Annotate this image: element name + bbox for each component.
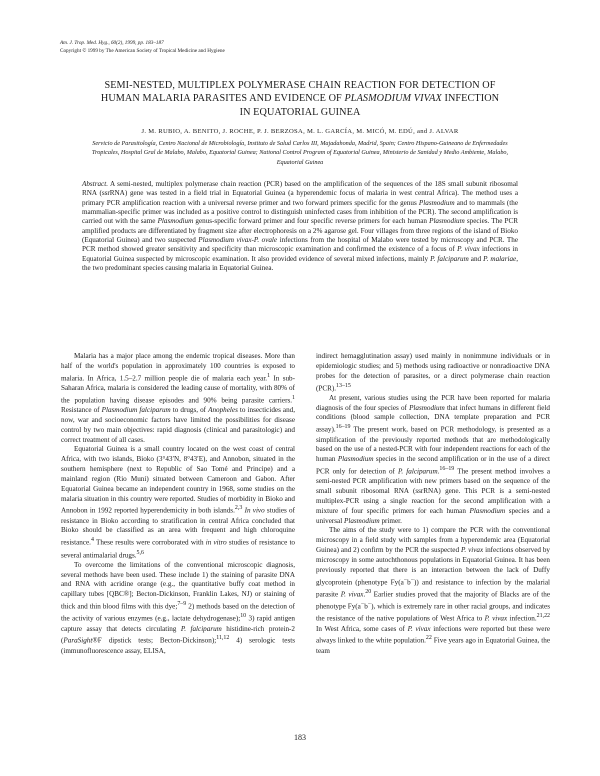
text-run: At present, various studies using the PCR have been reported for malaria diagnosis of the four species of <box>316 393 550 412</box>
title-line-2-part-c: INFECTION <box>441 93 500 105</box>
text-run: ®F dipstick tests; Becton-Dickinson); <box>92 636 217 645</box>
text-run: to insecticides and, now, war and socioeconomic factors have limited the possibilities for disease control by two main objectives: rapid diagnosis (clinical and parasitologic) and correct treatment of all cases. <box>61 405 295 444</box>
text-run: In sub-Saharan Africa, malaria is considered the leading cause of mortality, with 80% of the population having disease episodes and 90% being parasite carriers. <box>61 374 295 405</box>
body-paragraph <box>61 561 295 657</box>
text-run: The present method involves a semi-nested PCR amplification with new primers based on the sequence of the small subunit ribosomal RNA (ssrRNA) gene. This PCR is a semi-nested multiplex-PCR using a single reaction for the second amplification with a mixture of four specific primers for each human <box>316 467 550 515</box>
text-run: )) and resistance to infection by the malarial parasite <box>316 578 550 599</box>
abstract <box>82 180 518 273</box>
abstract-label: Abstract. <box>82 180 108 188</box>
species-name: P. vivax <box>484 614 508 623</box>
abstract-text-6: infections in Equatorial Guinea suspected by microscopic examination. It also provided evidence of several mixed infections, mainly <box>82 245 518 263</box>
superscript: − <box>403 576 408 583</box>
body-paragraph <box>61 352 295 445</box>
text-run: histidine-rich protein-2 ( <box>61 624 295 645</box>
abstract-italic-6: P. falciparum <box>430 254 469 263</box>
body-paragraph <box>61 445 295 560</box>
article-title <box>78 79 522 119</box>
text-run: The aims of the study were to 1) compare the PCR with the conventional microscopy in a field study with samples from a hyperendemic area (Equatorial Guinea) and 2) confirm by the PCR the suspected <box>316 526 550 555</box>
body-paragraph <box>316 394 550 527</box>
text-run: These results were corroborated with <box>93 538 206 547</box>
body-paragraph <box>316 526 550 656</box>
text-run: indirect hemagglutination assay) used mainly in nonimmune individuals or in epidemiologic studies; and 5) methods using radioactive or nonradioactive DNA probes for the detection of parasites, or a direct polymerase chain reaction (PCR). <box>316 352 550 392</box>
abstract-text-5: infections from the hospital of Malabo were tested by microscopy and PCR. The PCR method showed greater sensitivity and specificity than microscopic examination and confirmed the existence of a focus of <box>82 236 519 254</box>
copyright-line: Copyright © 1999 by The American Society of Tropical Medicine and Hygiene <box>60 47 225 54</box>
text-run: 3) rapid antigen capture assay that detects circulating <box>61 614 295 633</box>
genus-name: Plasmodium <box>469 506 506 515</box>
body-column-left <box>61 352 295 656</box>
genus-name: Plasmodium <box>343 516 380 525</box>
abstract-text-8: , the two predominant species causing malaria in Equatorial Guinea. <box>82 254 518 273</box>
text-run: 4) serologic tests (immunofluorescence assay, ELISA, <box>61 636 295 655</box>
text-run: species and a universal <box>316 506 550 525</box>
body-paragraph <box>316 352 550 394</box>
text-run: that infect humans in different field conditions (blood sample collection, DNA template preparation and PCR assay). <box>316 403 550 434</box>
abstract-text-3: genus-specific forward primer and four specific reverse primers for each human <box>193 217 430 226</box>
citation-ref: 20 <box>365 588 372 595</box>
text-run: species in the second amplification or in the use of a direct PCR only for detection of <box>316 455 550 476</box>
abstract-text-7: and <box>468 254 484 263</box>
abstract-italic-4: Plasmodium vivax-P. ovale <box>198 236 278 245</box>
abstract-italic-1: Plasmodium <box>418 198 455 207</box>
abstract-italic-7: P. malariae <box>483 254 517 263</box>
title-line-1: SEMI-NESTED, MULTIPLEX POLYMERASE CHAIN REACTION FOR DETECTION OF <box>104 80 496 91</box>
citation-ref: 10 <box>240 613 247 620</box>
text-run: studies of resistance in Bioko according to stratification in central Africa concluded that Bioko should be classified as an area with frequent and high chloroquine resistance. <box>61 506 295 547</box>
text-run: To overcome the limitations of the conventional microscopic diagnosis, several methods have been used. These include 1) the staining of parasite DNA and RNA with acridine orange (e.g., the quantitative buffy coat method in capillary tubes [QBC®]; Becton-Dickinson, Franklin Lakes, NJ) or staining of thick and thin blood films with this dye; <box>61 560 295 611</box>
author-list: J. M. RUBIO, A. BENITO, J. ROCHE, P. J. BERZOSA, M. L. GARCÍA, M. MICÓ, M. EDÚ, and J. ALVAR <box>141 128 459 135</box>
citation-ref: 4 <box>90 537 94 544</box>
text-run: Five years ago in Equatorial Guinea, the team <box>316 636 550 655</box>
text-run: infection. <box>507 614 537 623</box>
title-line-2 <box>78 92 522 105</box>
body-column-right <box>316 352 550 656</box>
abstract-italic-5: P. vivax <box>457 245 480 254</box>
citation-ref: 16–19 <box>335 424 351 431</box>
page-number: 183 <box>294 733 306 742</box>
text-run: . <box>363 590 366 599</box>
title-species-name: PLASMODIUM VIVAX <box>344 93 442 105</box>
text-run: The present work, based on PCR methodology, is presented as a simplification of the previously reported methods that are methodologically based on the use of a nested-PCR with four independent reactions for each of the human <box>316 425 550 464</box>
genus-name: Plasmodium <box>337 455 374 464</box>
journal-header <box>60 40 540 55</box>
text-run: 2) methods based on the detection of the activity of various enzymes (e.g., lactate dehydrogenase); <box>61 602 295 623</box>
journal-citation: Am. J. Trop. Med. Hyg., 60(2), 1999, pp. 183–187 <box>60 40 164 46</box>
text-run: studies of resistance to several antimalarial drugs. <box>61 538 295 559</box>
abstract-text-4: species. The PCR amplified products are differentiated by fragment size after electrophoresis on a 2% agarose gel. Four villages from three regions of the island of Bioko (Equatorial Guinea) and two suspected <box>82 217 518 245</box>
abstract-text-1: A semi-nested, multiplex polymerase chain reaction (PCR) based on the amplification of the sequences of the 18S small subunit ribosomal RNA (ssrRNA) gene was tested in a field trial in Equatorial Guinea (a hyperendemic focus of malaria in west central Africa). The method uses a primary PCR amplification reaction with a universal reverse primer and two forward primers specific for the genus <box>82 180 518 207</box>
text-run: to drugs, of <box>170 405 209 414</box>
superscript: − <box>360 601 365 608</box>
species-name: P. vivax <box>460 546 484 555</box>
abstract-italic-3: Plasmodium <box>429 217 465 226</box>
superscript: − <box>367 601 372 608</box>
text-run: ), which is extremely rare in other racial groups, and indicates the resistance of the native populations of West Africa to <box>316 602 550 623</box>
text-run: infections observed by microscopy in some autochthonous populations in Equatorial Guinea. It has been previously reported that there is an interaction between the lack of Duffy glycoprotein (phenotype Fy(a <box>316 546 550 587</box>
text-run: primer. <box>379 516 402 525</box>
abstract-italic-2: Plasmodium <box>157 217 194 226</box>
text-run: Equatorial Guinea is a small country located on the west coast of central Africa, with two islands, Bioko (3°43′N, 8°43′E), and Annobon, situated in the southern hemisphere (next to Republic of Sao Tomé and Principe) and a mainland region (Rio Muni) situated between Cameroon and Gabon. After Equatorial Guinea became an independent country in 1968, some studies on the malaria situation in this country were reported. Studies of morbidity in Bioko and Annobon in 1992 reported hyperendemicity in both islands. <box>61 445 295 515</box>
citation-ref: 16–19 <box>439 466 455 473</box>
species-name: P. vivax <box>407 624 431 633</box>
text-run: . <box>437 467 440 476</box>
italic-term: in vitro <box>205 538 227 547</box>
affiliations: Servicio de Parasitología, Centro Nacional de Microbiología, Instituto de Salud Carlos III, Majadahonda, Madrid, Spain; Centro Hispano-Guineano de Enfermedades Tropicales, Hospital Gral de Malabo, Malabo, Equatorial Guinea; National Control Program of Equatorial Guinea, Ministerio de Sanidad y Medio Ambiente, Malabo, Equatorial Guinea <box>91 140 509 166</box>
genus-name: Plasmodium <box>409 403 445 412</box>
citation-ref: 2,3 <box>234 505 243 512</box>
species-name: P. falciparum <box>180 624 222 633</box>
citation-ref: 1 <box>267 372 271 379</box>
abstract-text-2: and to mammals (the mammalian-specific primer was included as a positive control to distinguish uninfected cases from inhibition of the PCR). The second amplification is carried out with the same <box>82 198 518 226</box>
text-run: Malaria has a major place among the endemic tropical diseases. More than half of the world's population in approximately 100 countries is exposed to malaria. In Africa, 1.5–2.7 million people die of malaria each year. <box>61 352 295 383</box>
text-run: b <box>407 578 411 587</box>
citation-ref: 7–9 <box>177 601 187 608</box>
citation-ref: 11,12 <box>216 635 230 642</box>
title-line-3: IN EQUATORIAL GUINEA <box>239 106 361 118</box>
citation-ref: 22 <box>425 635 432 642</box>
species-name: P. vivax <box>340 590 364 599</box>
title-line-2-part-a: HUMAN MALARIA PARASITES AND EVIDENCE OF <box>100 93 345 105</box>
genus-name: Anopheles <box>208 405 238 414</box>
italic-term: In vivo <box>244 506 265 515</box>
text-run: In West Africa, some cases of <box>316 624 408 633</box>
product-name: ParaSight <box>63 636 93 645</box>
species-name: Plasmodium falciparum <box>101 405 171 414</box>
text-run: Resistance of <box>61 405 102 414</box>
superscript: − <box>410 576 415 583</box>
species-name: P. falciparum <box>397 467 438 476</box>
text-run: Earlier studies proved that the majority of Blacks are of the phenotype Fy(a <box>316 590 550 611</box>
citation-ref: 5,6 <box>136 549 144 556</box>
text-run: b <box>364 602 368 611</box>
citation-ref: 1 <box>292 394 295 401</box>
text-run: infections were reported but these were always linked to the white population. <box>316 624 550 645</box>
citation-ref: 21,22 <box>536 613 551 620</box>
citation-ref: 13–15 <box>336 382 351 389</box>
